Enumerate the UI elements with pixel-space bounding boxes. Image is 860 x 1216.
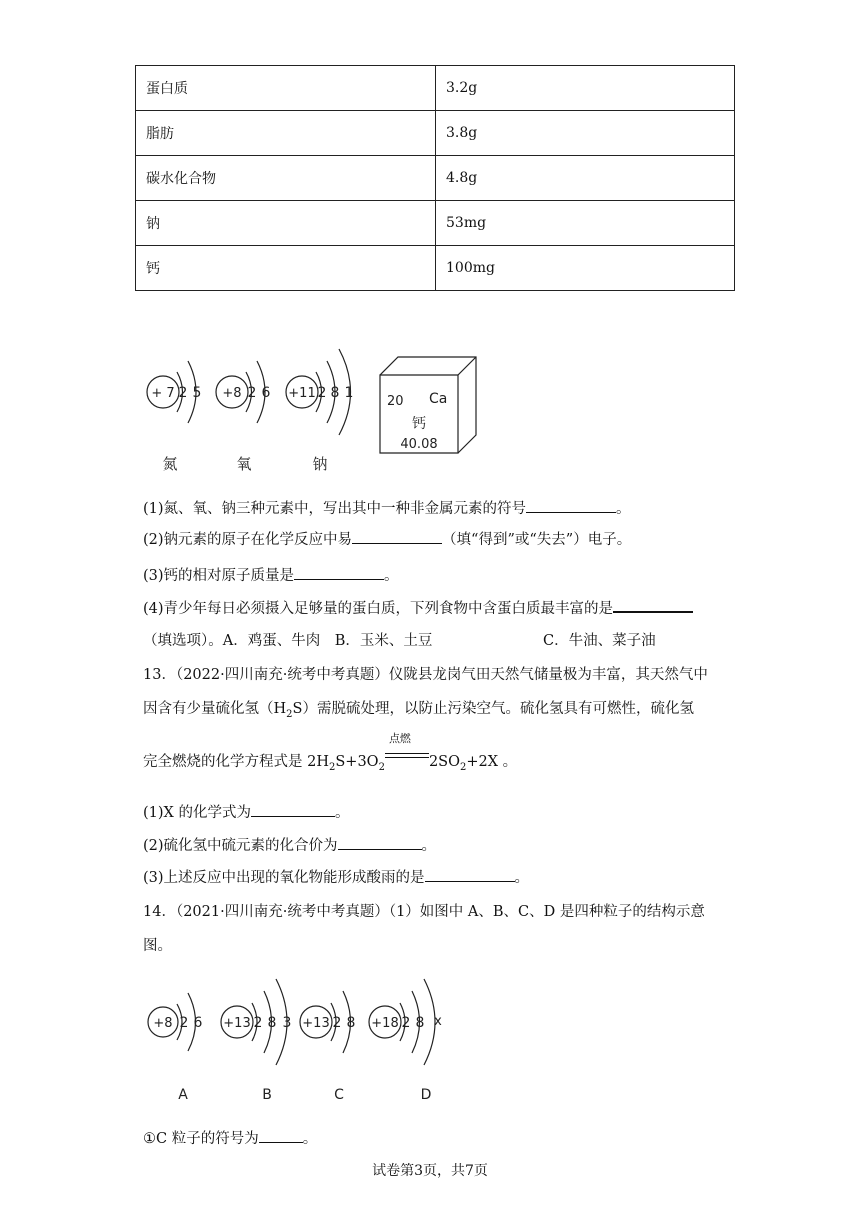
table-cell: 蛋白质 bbox=[136, 66, 436, 111]
table-cell: 脂肪 bbox=[136, 111, 436, 156]
particle-c-nucleus: +13 bbox=[302, 1016, 330, 1031]
nitrogen-shell-count: 2 bbox=[178, 385, 188, 401]
answer-blank[interactable] bbox=[338, 835, 422, 850]
table-cell: 53mg bbox=[436, 201, 735, 246]
sodium-shell-count: 8 bbox=[330, 385, 340, 401]
q13-part2 bbox=[143, 834, 436, 855]
particle-structure-figure bbox=[140, 965, 470, 1110]
element-box-edge bbox=[458, 357, 476, 375]
q12-part3 bbox=[143, 564, 399, 585]
q13-text: 2SO bbox=[428, 754, 460, 770]
table-row bbox=[136, 201, 735, 246]
q12-part1-end: 。 bbox=[616, 501, 631, 517]
element-mass: 40.08 bbox=[400, 437, 438, 452]
q13-text: 完全燃烧的化学方程式是 2H bbox=[143, 754, 329, 770]
atom-structure-figure bbox=[140, 335, 500, 480]
subscript: 2 bbox=[328, 761, 336, 773]
q12-part4-options bbox=[143, 629, 432, 650]
q12-part3-end: 。 bbox=[384, 568, 399, 584]
q14-line1: 14．（2021·四川南充·统考中考真题）（1）如图中 A、B、C、D 是四种粒子的结构示意 bbox=[143, 904, 705, 920]
q12-part1 bbox=[143, 497, 631, 518]
table-row bbox=[136, 66, 735, 111]
q13-line1: 13．（2022·四川南充·统考中考真题）仪陇县龙岗气田天然气储量极为丰富，其天然气中 bbox=[143, 667, 708, 683]
particle-d-label: D bbox=[420, 1087, 432, 1103]
particle-a-shell-count: 2 bbox=[179, 1015, 189, 1031]
particle-c-label: C bbox=[334, 1087, 344, 1103]
reaction-condition: 点燃 bbox=[388, 732, 411, 745]
table-row bbox=[136, 246, 735, 291]
particle-d-nucleus: +18 bbox=[371, 1016, 399, 1031]
subscript: 2 bbox=[286, 708, 293, 720]
q14-sub1 bbox=[143, 1127, 317, 1148]
nitrogen-shell-count: 5 bbox=[192, 385, 202, 401]
answer-blank[interactable] bbox=[259, 1128, 303, 1143]
table-cell: 4.8g bbox=[436, 156, 735, 201]
q13-part1-text: (1)X 的化学式为 bbox=[143, 805, 251, 821]
oxygen-nucleus: +8 bbox=[222, 386, 242, 401]
particle-b-shell-count: 8 bbox=[267, 1015, 277, 1031]
particle-a-label: A bbox=[178, 1087, 188, 1103]
page-footer: 试卷第3页，共7页 bbox=[372, 1163, 488, 1179]
sodium-shell-count: 2 bbox=[317, 385, 327, 401]
table-row bbox=[136, 156, 735, 201]
oxygen-label: 氧 bbox=[236, 455, 252, 473]
answer-blank[interactable] bbox=[613, 597, 693, 613]
nitrogen-nucleus: + 7 bbox=[151, 386, 175, 401]
q12-part4-text: (4)青少年每日必须摄入足够量的蛋白质，下列食物中含蛋白质最丰富的是 bbox=[143, 601, 614, 617]
answer-blank[interactable] bbox=[251, 802, 335, 817]
particle-b-shell-count: 2 bbox=[253, 1015, 263, 1031]
particle-c-shell-count: 2 bbox=[332, 1015, 342, 1031]
subscript: 2 bbox=[459, 761, 467, 773]
answer-blank[interactable] bbox=[526, 498, 616, 513]
table-cell: 钠 bbox=[136, 201, 436, 246]
table-cell: 钙 bbox=[136, 246, 436, 291]
q13-part2-text: (2)硫化氢中硫元素的化合价为 bbox=[143, 838, 338, 854]
reaction-arrow bbox=[385, 732, 429, 766]
answer-blank[interactable] bbox=[425, 867, 515, 882]
q12-part2-end: （填“得到”或“失去”）电子。 bbox=[442, 532, 632, 548]
particle-b-label: B bbox=[262, 1087, 272, 1103]
q14-line2: 图。 bbox=[143, 938, 172, 954]
nutrition-table bbox=[135, 65, 735, 291]
q13-text: 因含有少量硫化氢（H bbox=[143, 701, 287, 717]
q13-text: +2X 。 bbox=[466, 754, 518, 770]
q12-options-ab: （填选项）。A．鸡蛋、牛肉 B．玉米、土豆 bbox=[143, 633, 433, 649]
q13-part3-text: (3)上述反应中出现的氧化物能形成酸雨的是 bbox=[143, 870, 425, 886]
q12-part4-option-c bbox=[543, 629, 656, 650]
particle-a-nucleus: +8 bbox=[153, 1016, 173, 1031]
q13-text: S）需脱硫处理，以防止污染空气。硫化氢具有可燃性，硫化氢 bbox=[292, 701, 694, 717]
oxygen-shell-count: 6 bbox=[261, 385, 271, 401]
particle-d-shell-count: 2 bbox=[401, 1015, 411, 1031]
particle-b-shell-count: 3 bbox=[282, 1015, 292, 1031]
nitrogen-label: 氮 bbox=[162, 455, 178, 473]
particle-d-shell-count: x bbox=[434, 1014, 442, 1029]
q12-part2-text: (2)钠元素的原子在化学反应中易 bbox=[143, 532, 353, 548]
q13-part2-end: 。 bbox=[421, 838, 437, 854]
q12-part1-text: (1)氮、氧、钠三种元素中，写出其中一种非金属元素的符号 bbox=[143, 501, 527, 517]
q13-part3 bbox=[143, 866, 529, 887]
answer-blank[interactable] bbox=[294, 565, 384, 580]
element-name: 钙 bbox=[412, 416, 426, 432]
q13-part3-end: 。 bbox=[514, 870, 530, 886]
sodium-nucleus: +11 bbox=[288, 386, 316, 401]
particle-a-shell-count: 6 bbox=[193, 1015, 203, 1031]
oxygen-shell-count: 2 bbox=[247, 385, 257, 401]
table-cell: 3.2g bbox=[436, 66, 735, 111]
subscript: 2 bbox=[378, 761, 385, 773]
q13-line2 bbox=[143, 697, 694, 720]
table-cell: 3.8g bbox=[436, 111, 735, 156]
q14-sub1-text: ①C 粒子的符号为 bbox=[143, 1131, 259, 1147]
q12-option-c: C．牛油、菜子油 bbox=[543, 633, 656, 649]
particle-d-shell-count: 8 bbox=[415, 1015, 425, 1031]
q13-part1 bbox=[143, 801, 349, 822]
element-symbol: Ca bbox=[429, 391, 448, 407]
q12-part4 bbox=[143, 597, 693, 618]
q12-part2 bbox=[143, 528, 631, 549]
table-cell: 碳水化合物 bbox=[136, 156, 436, 201]
particle-c-shell-count: 8 bbox=[346, 1015, 356, 1031]
q13-equation-line bbox=[143, 732, 518, 773]
q13-part1-end: 。 bbox=[334, 805, 350, 821]
table-row bbox=[136, 111, 735, 156]
sodium-shell-count: 1 bbox=[344, 385, 354, 401]
table-cell: 100mg bbox=[436, 246, 735, 291]
q12-part3-text: (3)钙的相对原子质量是 bbox=[143, 568, 295, 584]
q14-sub1-end: 。 bbox=[302, 1131, 318, 1147]
element-number: 20 bbox=[387, 394, 404, 409]
sodium-label: 钠 bbox=[312, 455, 328, 473]
q13-text: S+3O bbox=[335, 754, 379, 770]
answer-blank[interactable] bbox=[352, 529, 442, 544]
particle-b-nucleus: +13 bbox=[223, 1016, 251, 1031]
